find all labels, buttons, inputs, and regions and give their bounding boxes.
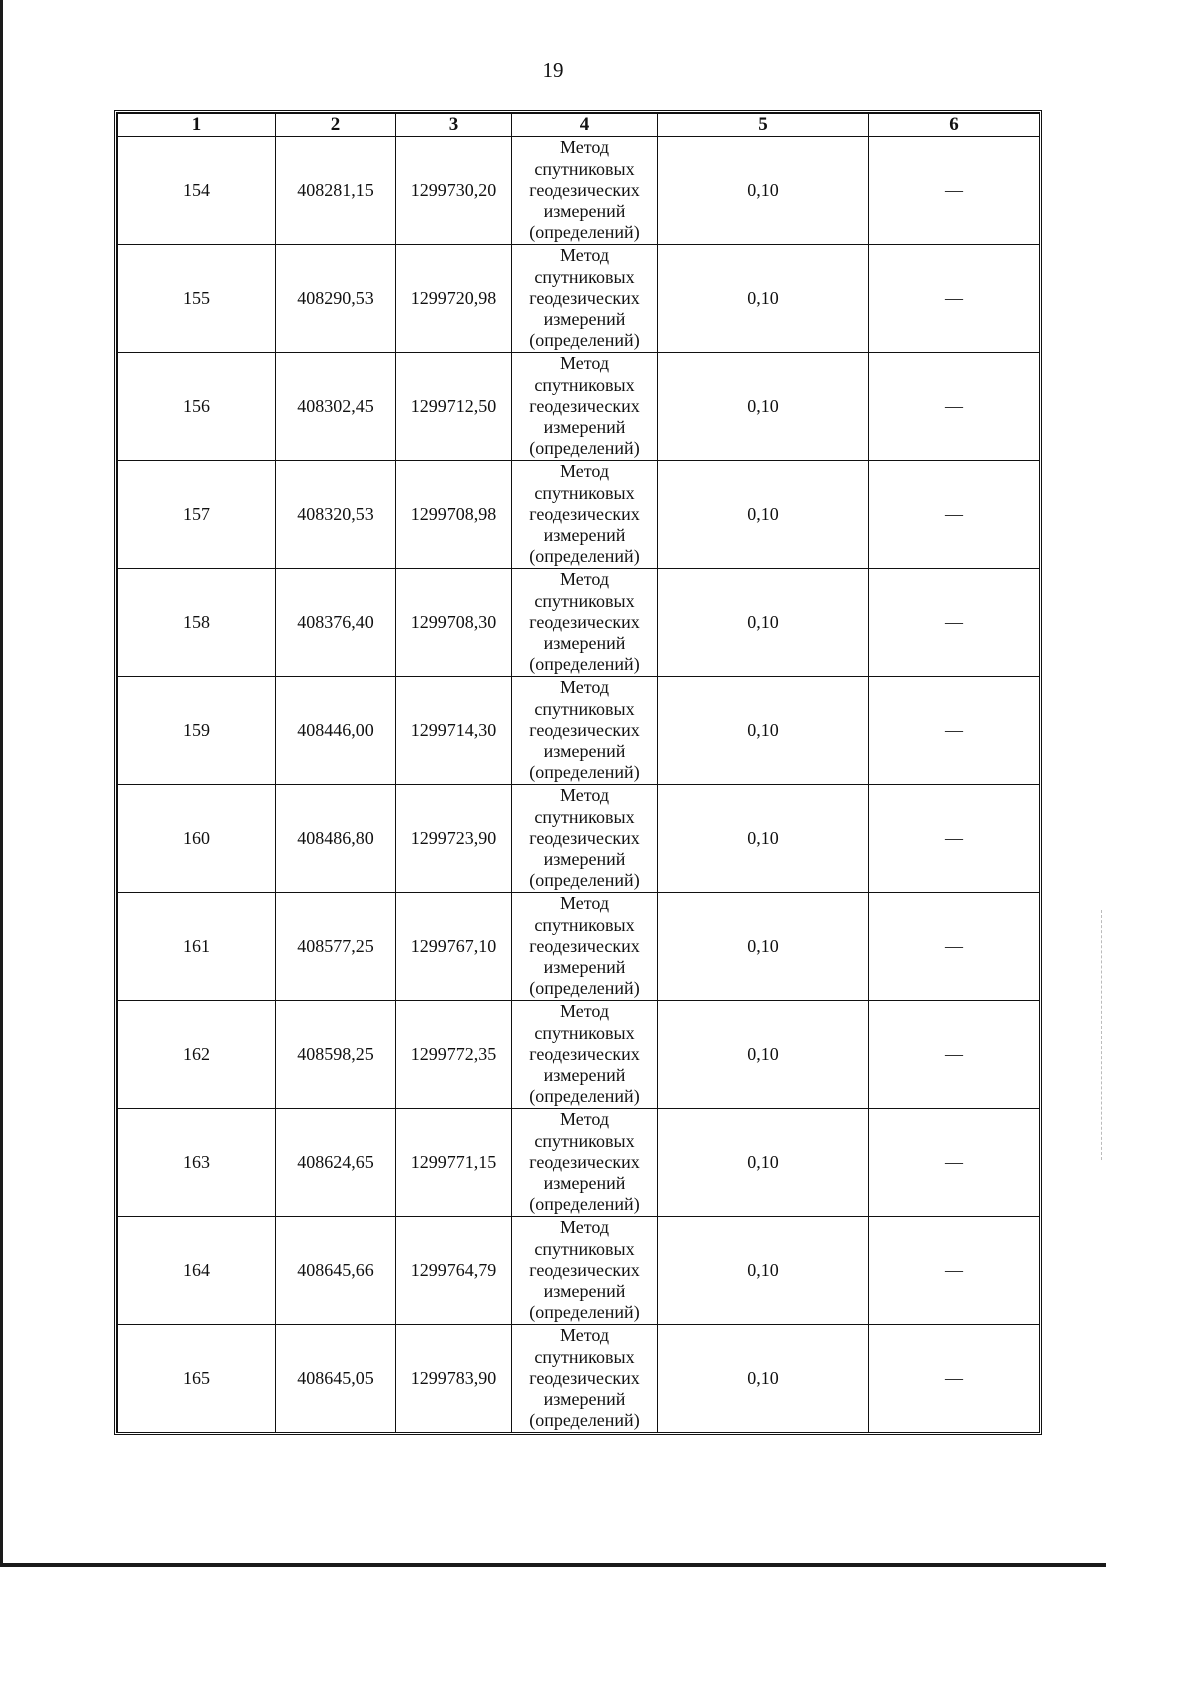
cell-coordinate-y: 1299771,15	[396, 1109, 512, 1217]
table-row	[118, 1217, 1040, 1325]
cell-accuracy: 0,10	[658, 1109, 869, 1217]
method-line: спутниковых	[534, 1130, 635, 1151]
method-line: измерений	[543, 633, 626, 654]
method-line: измерений	[543, 849, 626, 870]
method-line: спутниковых	[534, 1346, 635, 1367]
method-line: геодезических	[529, 503, 640, 524]
method-line: геодезических	[529, 1043, 640, 1064]
cell-method	[512, 1217, 658, 1325]
method-line: геодезических	[529, 827, 640, 848]
method-line: геодезических	[529, 395, 640, 416]
table-row	[118, 1109, 1040, 1217]
cell-note: —	[869, 461, 1040, 569]
header-col-1: 1	[118, 114, 276, 137]
cell-point-number: 165	[118, 1325, 276, 1433]
method-line: (определений)	[529, 654, 640, 675]
cell-accuracy: 0,10	[658, 569, 869, 677]
cell-accuracy: 0,10	[658, 677, 869, 785]
method-line: Метод	[559, 677, 610, 698]
cell-note: —	[869, 353, 1040, 461]
method-line: измерений	[543, 1173, 626, 1194]
table-row	[118, 353, 1040, 461]
cell-point-number: 154	[118, 137, 276, 245]
method-line: измерений	[543, 417, 626, 438]
cell-point-number: 156	[118, 353, 276, 461]
cell-point-number: 155	[118, 245, 276, 353]
cell-coordinate-y: 1299783,90	[396, 1325, 512, 1433]
cell-accuracy: 0,10	[658, 893, 869, 1001]
method-line: спутниковых	[534, 914, 635, 935]
cell-coordinate-x: 408598,25	[276, 1001, 396, 1109]
cell-method	[512, 245, 658, 353]
cell-coordinate-x: 408624,65	[276, 1109, 396, 1217]
cell-note: —	[869, 569, 1040, 677]
cell-coordinate-y: 1299772,35	[396, 1001, 512, 1109]
table-row	[118, 893, 1040, 1001]
scan-edge-mark	[1101, 910, 1103, 1160]
cell-note: —	[869, 1109, 1040, 1217]
cell-method	[512, 353, 658, 461]
method-line: (определений)	[529, 978, 640, 999]
cell-coordinate-x: 408577,25	[276, 893, 396, 1001]
method-line: спутниковых	[534, 590, 635, 611]
cell-method	[512, 1001, 658, 1109]
cell-coordinate-y: 1299723,90	[396, 785, 512, 893]
method-line: Метод	[559, 1001, 610, 1022]
cell-coordinate-y: 1299720,98	[396, 245, 512, 353]
coordinates-table	[117, 113, 1040, 1433]
method-line: (определений)	[529, 870, 640, 891]
cell-coordinate-y: 1299730,20	[396, 137, 512, 245]
cell-note: —	[869, 893, 1040, 1001]
method-line: Метод	[559, 893, 610, 914]
cell-coordinate-x: 408281,15	[276, 137, 396, 245]
method-line: Метод	[559, 461, 610, 482]
method-line: измерений	[543, 741, 626, 762]
table-header-row	[118, 114, 1040, 137]
cell-method	[512, 1325, 658, 1433]
cell-method	[512, 677, 658, 785]
table-row	[118, 137, 1040, 245]
cell-note: —	[869, 785, 1040, 893]
cell-coordinate-y: 1299767,10	[396, 893, 512, 1001]
cell-coordinate-y: 1299764,79	[396, 1217, 512, 1325]
method-line: измерений	[543, 1281, 626, 1302]
method-line: Метод	[559, 785, 610, 806]
method-line: (определений)	[529, 1194, 640, 1215]
cell-accuracy: 0,10	[658, 353, 869, 461]
method-line: измерений	[543, 201, 626, 222]
cell-note: —	[869, 1217, 1040, 1325]
method-line: спутниковых	[534, 158, 635, 179]
table-row	[118, 1325, 1040, 1433]
cell-coordinate-x: 408645,66	[276, 1217, 396, 1325]
cell-method	[512, 893, 658, 1001]
method-line: Метод	[559, 569, 610, 590]
method-line: спутниковых	[534, 806, 635, 827]
method-line: геодезических	[529, 179, 640, 200]
coordinates-table-frame	[114, 110, 1042, 1435]
cell-coordinate-y: 1299712,50	[396, 353, 512, 461]
method-line: измерений	[543, 525, 626, 546]
table-row	[118, 461, 1040, 569]
cell-method	[512, 137, 658, 245]
table-row	[118, 569, 1040, 677]
method-line: (определений)	[529, 546, 640, 567]
cell-point-number: 159	[118, 677, 276, 785]
scan-left-border	[0, 0, 3, 1565]
method-line: Метод	[559, 353, 610, 374]
cell-method	[512, 569, 658, 677]
method-line: спутниковых	[534, 266, 635, 287]
cell-note: —	[869, 677, 1040, 785]
method-line: (определений)	[529, 1302, 640, 1323]
method-line: спутниковых	[534, 482, 635, 503]
method-line: геодезических	[529, 611, 640, 632]
method-line: геодезических	[529, 1151, 640, 1172]
cell-accuracy: 0,10	[658, 461, 869, 569]
method-line: (определений)	[529, 330, 640, 351]
method-line: геодезических	[529, 1367, 640, 1388]
cell-method	[512, 785, 658, 893]
cell-note: —	[869, 1001, 1040, 1109]
method-line: измерений	[543, 957, 626, 978]
method-line: (определений)	[529, 222, 640, 243]
cell-point-number: 157	[118, 461, 276, 569]
method-line: измерений	[543, 309, 626, 330]
method-line: Метод	[559, 1325, 610, 1346]
cell-coordinate-x: 408446,00	[276, 677, 396, 785]
method-line: геодезических	[529, 1259, 640, 1280]
cell-method	[512, 461, 658, 569]
method-line: измерений	[543, 1065, 626, 1086]
cell-point-number: 162	[118, 1001, 276, 1109]
method-line: спутниковых	[534, 374, 635, 395]
header-col-4: 4	[512, 114, 658, 137]
cell-accuracy: 0,10	[658, 1001, 869, 1109]
table-row	[118, 785, 1040, 893]
page-number: 19	[542, 58, 564, 82]
method-line: геодезических	[529, 287, 640, 308]
cell-accuracy: 0,10	[658, 137, 869, 245]
method-line: (определений)	[529, 762, 640, 783]
cell-accuracy: 0,10	[658, 785, 869, 893]
method-line: Метод	[559, 1109, 610, 1130]
method-line: Метод	[559, 1217, 610, 1238]
scan-bottom-border	[0, 1563, 1106, 1567]
method-line: Метод	[559, 137, 610, 158]
cell-coordinate-x: 408376,40	[276, 569, 396, 677]
header-col-5: 5	[658, 114, 869, 137]
method-line: геодезических	[529, 719, 640, 740]
cell-point-number: 160	[118, 785, 276, 893]
method-line: спутниковых	[534, 1022, 635, 1043]
cell-coordinate-y: 1299714,30	[396, 677, 512, 785]
cell-note: —	[869, 245, 1040, 353]
cell-method	[512, 1109, 658, 1217]
cell-coordinate-x: 408486,80	[276, 785, 396, 893]
cell-note: —	[869, 1325, 1040, 1433]
method-line: (определений)	[529, 438, 640, 459]
cell-coordinate-x: 408290,53	[276, 245, 396, 353]
table-row	[118, 677, 1040, 785]
cell-note: —	[869, 137, 1040, 245]
cell-accuracy: 0,10	[658, 245, 869, 353]
method-line: (определений)	[529, 1086, 640, 1107]
method-line: Метод	[559, 245, 610, 266]
method-line: спутниковых	[534, 1238, 635, 1259]
cell-coordinate-y: 1299708,98	[396, 461, 512, 569]
method-line: (определений)	[529, 1410, 640, 1431]
cell-coordinate-x: 408320,53	[276, 461, 396, 569]
table-row	[118, 1001, 1040, 1109]
header-col-2: 2	[276, 114, 396, 137]
cell-accuracy: 0,10	[658, 1217, 869, 1325]
cell-point-number: 158	[118, 569, 276, 677]
cell-point-number: 161	[118, 893, 276, 1001]
cell-coordinate-x: 408302,45	[276, 353, 396, 461]
cell-point-number: 163	[118, 1109, 276, 1217]
method-line: геодезических	[529, 935, 640, 956]
cell-point-number: 164	[118, 1217, 276, 1325]
method-line: измерений	[543, 1389, 626, 1410]
cell-coordinate-x: 408645,05	[276, 1325, 396, 1433]
cell-coordinate-y: 1299708,30	[396, 569, 512, 677]
header-col-6: 6	[869, 114, 1040, 137]
method-line: спутниковых	[534, 698, 635, 719]
table-row	[118, 245, 1040, 353]
cell-accuracy: 0,10	[658, 1325, 869, 1433]
header-col-3: 3	[396, 114, 512, 137]
